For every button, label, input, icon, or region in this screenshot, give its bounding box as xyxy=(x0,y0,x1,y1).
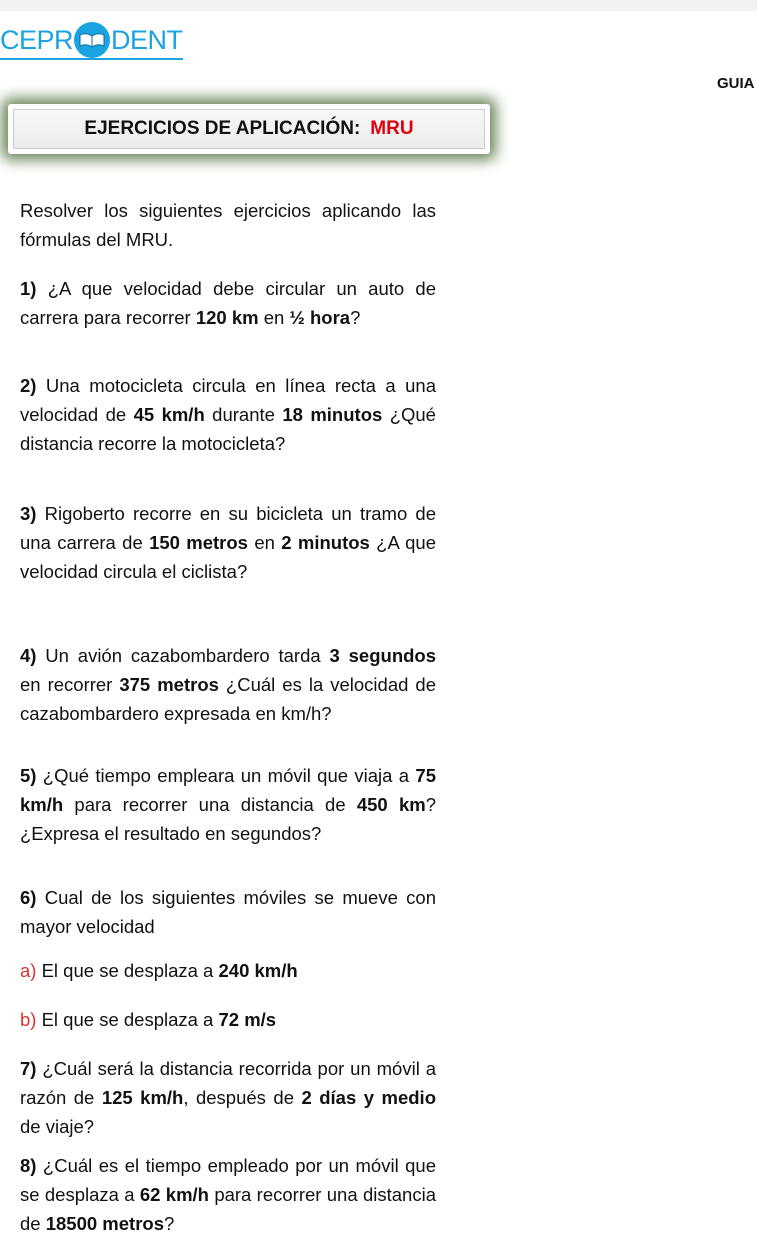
exercise-text: en xyxy=(258,307,290,328)
exercise-text: para recorrer una distancia de xyxy=(20,1184,436,1234)
top-bar xyxy=(0,0,757,11)
exercise-item xyxy=(20,499,436,586)
exercise-text: en recorrer xyxy=(20,674,120,695)
highlighted-value: 125 km/h xyxy=(101,1087,184,1108)
exercise-number: 7) xyxy=(20,1058,43,1079)
exercise-text: Rigoberto recorre en su bicicleta un tramo de una carrera de xyxy=(20,503,436,553)
highlighted-value: 62 km/h xyxy=(139,1184,209,1205)
exercise-text: El que se desplaza a xyxy=(41,1009,219,1030)
exercise-text: ¿Qué distancia recorre la motocicleta? xyxy=(20,404,436,454)
answer-option xyxy=(20,1005,436,1034)
exercise-number: 8) xyxy=(20,1155,43,1176)
option-letter: a) xyxy=(20,960,42,981)
exercise-number: 1) xyxy=(20,278,48,299)
highlighted-value: 150 metros xyxy=(149,532,248,553)
exercise-item xyxy=(20,274,436,332)
exercise-text: El que se desplaza a xyxy=(41,960,219,981)
exercise-text: Una motocicleta circula en línea recta a una velocidad de xyxy=(20,375,436,425)
option-letter: b) xyxy=(20,1009,42,1030)
exercise-text: para recorrer una distancia de xyxy=(63,794,357,815)
highlighted-value: 2 minutos xyxy=(281,532,370,553)
highlighted-value: 240 km/h xyxy=(218,960,298,981)
topic-label: MRU xyxy=(370,118,414,139)
exercise-text: en xyxy=(247,532,282,553)
highlighted-value: 18500 metros xyxy=(45,1213,164,1234)
page-title: EJERCICIOS DE APLICACIÓN: xyxy=(84,118,361,139)
exercise-item xyxy=(20,883,436,941)
exercise-text: ¿Cuál será la distancia recorrida por un móvil a razón de xyxy=(20,1058,436,1108)
exercise-item xyxy=(20,641,436,728)
exercise-number: 3) xyxy=(20,503,45,524)
intro-text: Resolver los siguientes ejercicios aplicando las fórmulas del MRU. xyxy=(20,200,436,250)
book-icon xyxy=(74,22,110,58)
exercise-text: durante xyxy=(204,404,283,425)
highlighted-value: 75 km/h xyxy=(20,765,436,815)
exercise-item xyxy=(20,1054,436,1141)
exercise-item xyxy=(20,371,436,458)
exercise-number: 4) xyxy=(20,645,46,666)
exercise-text: ¿Cuál es el tiempo empleado por un móvil que se desplaza a xyxy=(20,1155,437,1205)
exercise-text: Cual de los siguientes móviles se mueve con mayor velocidad xyxy=(20,887,436,937)
exercise-text: ¿A que velocidad circula el ciclista? xyxy=(20,532,436,582)
guide-label: GUIA xyxy=(717,75,755,92)
highlighted-value: ½ hora xyxy=(289,307,351,328)
title-banner xyxy=(8,104,490,154)
logo-text-right: DENT xyxy=(111,25,183,55)
answer-option xyxy=(20,956,436,985)
highlighted-value: 72 m/s xyxy=(218,1009,277,1030)
logo xyxy=(0,22,183,60)
exercise-text: ? ¿Expresa el resultado en segundos? xyxy=(20,794,436,844)
logo-text-left: CEPR xyxy=(0,25,74,55)
exercise-item xyxy=(20,761,436,848)
exercise-text: de viaje? xyxy=(20,1116,95,1137)
highlighted-value: 45 km/h xyxy=(133,404,205,425)
exercise-text: ? xyxy=(350,307,361,328)
exercise-number: 2) xyxy=(20,375,46,396)
exercise-text: Un avión cazabombardero tarda xyxy=(45,645,330,666)
exercise-number: 5) xyxy=(20,765,43,786)
exercise-text: , después de xyxy=(183,1087,302,1108)
exercise-text: ? xyxy=(164,1213,175,1234)
exercise-number: 6) xyxy=(20,887,45,908)
highlighted-value: 18 minutos xyxy=(282,404,383,425)
exercise-text: ¿A que velocidad debe circular un auto de carrera para recorrer xyxy=(20,278,436,328)
exercise-item xyxy=(20,1151,436,1238)
exercise-text: ¿Cuál es la velocidad de cazabombardero expresada en km/h? xyxy=(20,674,436,724)
highlighted-value: 375 metros xyxy=(119,674,219,695)
highlighted-value: 120 km xyxy=(195,307,259,328)
highlighted-value: 2 días y medio xyxy=(301,1087,436,1108)
highlighted-value: 3 segundos xyxy=(329,645,437,666)
highlighted-value: 450 km xyxy=(356,794,426,815)
exercise-text: ¿Qué tiempo empleara un móvil que viaja a xyxy=(42,765,416,786)
